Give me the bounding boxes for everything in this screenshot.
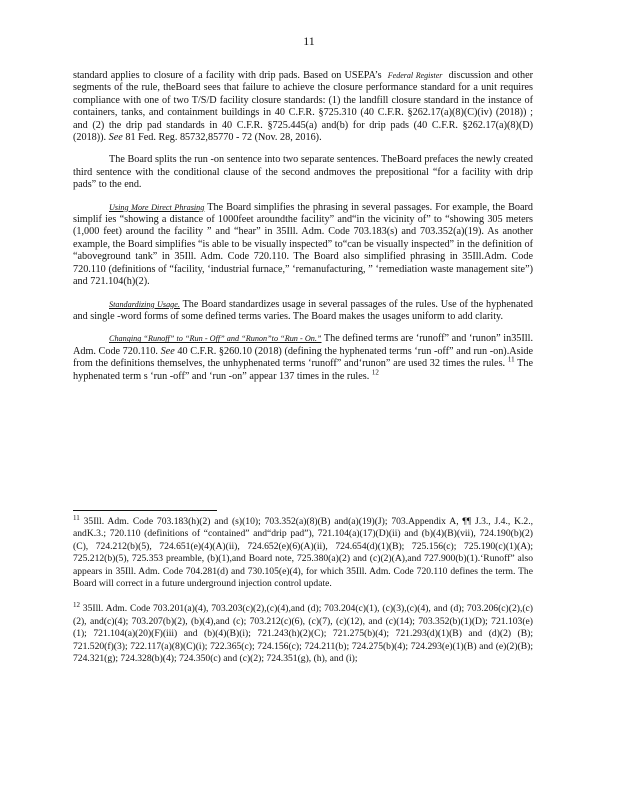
footnote-text: 35Ill. Adm. Code 703.201(a)(4), 703.203(c)(2),(c)(4),and (d); 703.204(c)(1), (c)(3),(c)(4), and (d); 703.206(c)(2),(c)(2), and(c)(4); 703.207(b)(2), (b)(4),and (c); 703.212(c)(6), (c)(7), (c)(12), and (c)(14); 703.352(b)(1)(D); 721.103(e)(1); 721.104(a)(20)(F)(iii) and (b)(4)(B)(i); 721.243(h)(2)(C); 721.275(b)(4); 721.293(d)(1)(B) and (d)(2) (B); 721.520(f)(3); 722.117(a)(8)(C)(i); 722.365(c); 724.156(c); 724.211(b); 724.275(b)(4); 724.293(e)(1)(B) and (e)(2)(B); 724.321(g); 724.328(b)(4); 724.350(c) and (c)(2); 724.351(g), (h), and (i); [73, 603, 533, 665]
federal-register-citation: Federal Register [387, 71, 443, 80]
see-signal: See [108, 132, 123, 144]
section-heading: Using More Direct Phrasing [109, 202, 205, 212]
footnote-mark: 11 [73, 513, 80, 522]
footnote-reference: 12 [371, 368, 379, 377]
paragraph-text: The hyphenated term s ‘run -off” and ‘run -on” appear 137 times in the rules. [73, 358, 534, 382]
paragraph-text: The defined terms are ‘runoff” and ‘runon” in35Ill. Adm. Code 720.110. [73, 333, 533, 357]
footnote-separator [73, 510, 217, 511]
paragraph-standardizing-usage [73, 299, 533, 324]
paragraph-text: discussion and other segments of the rule, theBoard sees that failure to achieve the closure performance standard for a unit requires compliance with one of two T/S/D facility closure standards: (1) the landfill closure standard in the instance of containers, tanks, and containment buildings in 40 C.F.R. §725.310 (40 C.F.R. §262.17(a)(8)(C)(iv) (2018)) ; and (2) the drip pad standards in 40 C.F.R. §725.445(a) and(b) for drip pads (40 C.F.R. §262.17(a)(8)(D) (2018)). [73, 70, 534, 144]
paragraph-text: 40 C.F.R. §260.10 (2018) (defining the hyphenated terms ‘run -off” and run -on).Aside from the definitions themselves, the unhyphenated terms ‘runoff” and‘runon” are used 32 times the rules. [73, 345, 534, 370]
section-heading: Standardizing Usage. [109, 299, 180, 309]
paragraph-closure-standards [73, 70, 533, 144]
paragraph-text: The Board standardizes usage in several passages of the rules. Use of the hyphenated and single -word forms of some defined terms varies. The Board makes the usages uniform to add clarity. [73, 298, 533, 322]
paragraph-text: standard applies to closure of a facility with drip pads. Based on USEPA’s [73, 70, 382, 81]
footnote-text: 35Ill. Adm. Code 703.183(h)(2) and (s)(10); 703.352(a)(8)(B) and(a)(19)(J); 703.Appendix A, ¶¶ J.3., J.4., K.2., andK.3.; 720.110 (definitions of “contained” and“drip pad”), 721.104(a)(17)(D)(ii) and (b)(4)(B)(vii), 724.190(b)(2)(C), 724.212(b)(5), 724.651(e)(4)(A)(ii), 724.652(e)(6)(A)(ii), 724.654(d)(1)(B); 725.156(c); 725.190(c)(1)(A); 725.212(b)(5), 725.353 preamble, (b)(1),and Board note, 725.380(a)(2) and (c)(2)(A),and 727.900(b)(1).‘Runoff” also appears in 35Ill. Adm. Code 704.281(d) and 730.105(e)(4), for which 35Ill. Adm. Code 720.110 defines the term. The Board will correct in a future underground injection control update. [73, 516, 533, 590]
footnote [73, 513, 533, 590]
see-signal: See [160, 345, 175, 357]
footnotes [73, 513, 533, 678]
paragraph-split-sentences: The Board splits the run -on sentence into two separate sentences. TheBoard prefaces the newly created third sentence with the conditional clause of the second andmoves the prepositional “for a facility with drip pads” to the end. [73, 154, 533, 191]
footnote [73, 603, 533, 665]
paragraph-runoff-runon [73, 333, 533, 383]
footnote-reference: 11 [507, 355, 515, 364]
section-heading: Changing “Runoff” to “Run - Off” and “Runon”to “Run - On.” [109, 334, 322, 344]
paragraph-text: 81 Fed. Reg. 85732,85770 - 72 (Nov. 28, 2016). [125, 132, 322, 144]
paragraph-direct-phrasing [73, 202, 533, 289]
footnote-mark: 12 [73, 601, 80, 610]
page-number: 11 [303, 34, 315, 48]
body-text [73, 70, 533, 393]
paragraph-text: The Board simplifies the phrasing in several passages. For example, the Board simplif ies “showing a distance of 1000feet aroundthe facility” and“in the vicinity of” to “showing 305 meters (1,000 feet) around the facility ” and “hear” in 35Ill. Adm. Code 703.183(s) and 703.352(a)(19). As another example, the Board simplifies “is able to be visually inspected” to“can be visually inspected” in the definition of “aboveground tank” in 35Ill. Adm. Code 720.110. The Board also simplified phrasing in 35Ill.Adm. Code 720.110 (definitions of “facility, ‘industrial furnace,” ‘remanufacturing, ” ‘remediation waste management site”) and 721.104(h)(2). [73, 201, 533, 288]
